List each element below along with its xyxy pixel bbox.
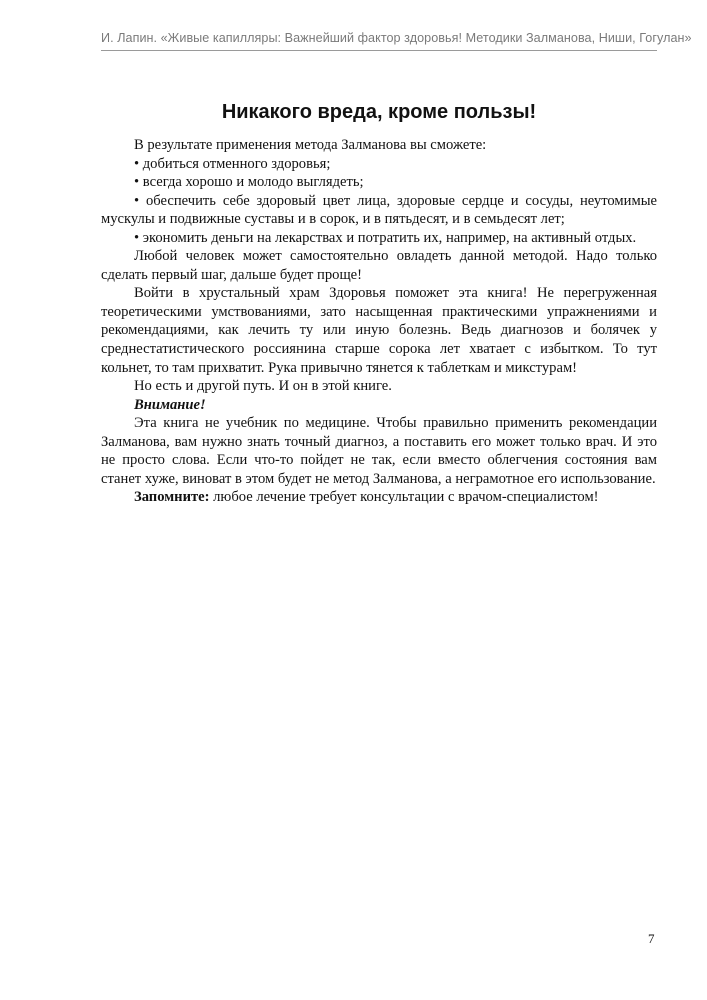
warning-paragraph: Эта книга не учебник по медицине. Чтобы правильно применить рекомендации Залманова, вам нужно знать точный диагноз, а поставить его может только врач. И это не просто слова. Если что-то пойдет не так, если вместо облегчения состояния вам станет хуже, виноват в этом будет не метод Залманова, а неграмотное его использование. <box>101 415 657 487</box>
running-header: И. Лапин. «Живые капилляры: Важнейший фактор здоровья! Методики Залманова, Ниши, Гогулан» <box>101 31 692 45</box>
header-divider <box>101 50 657 51</box>
paragraph-temple: Войти в хрустальный храм Здоровья поможет эта книга! Не перегруженная теоретическими умствованиями, зато насыщенная практическими упражнениями и рекомендациями, как лечить ту или иную болезнь. Ведь диагнозов и болячек у среднестатистического россиянина старше сорока лет хватает с избытком. То тут кольнет, то там прихватит. Рука привычно тянется к таблеткам и микстурам! <box>101 285 657 376</box>
bullet-item: • обеспечить себе здоровый цвет лица, здоровые сердце и сосуды, неутомимые мускулы и подвижные суставы и в сорок, и в пятьдесят, и в семьдесят лет; <box>101 192 657 228</box>
bullet-item: • добиться отменного здоровья; <box>134 155 331 172</box>
chapter-title: Никакого вреда, кроме пользы! <box>221 101 537 123</box>
remember-paragraph <box>101 488 657 507</box>
bullet-item: • экономить деньги на лекарствах и потратить их, например, на активный отдых. <box>134 229 637 246</box>
bullet-item: • всегда хорошо и молодо выглядеть; <box>134 174 364 191</box>
page-number: 7 <box>648 931 655 946</box>
warning-heading: Внимание! <box>134 396 206 413</box>
paragraph-other-way: Но есть и другой путь. И он в этой книге. <box>134 378 392 395</box>
paragraph-anyone: Любой человек может самостоятельно овладеть данной методой. Надо только сделать первый шаг, дальше будет проще! <box>101 248 657 283</box>
intro-paragraph: В результате применения метода Залманова вы сможете: <box>134 137 487 153</box>
remember-text: любое лечение требует консультации с врачом-специалистом! <box>209 489 599 506</box>
remember-label: Запомните: <box>134 489 210 506</box>
body-text <box>101 136 657 507</box>
